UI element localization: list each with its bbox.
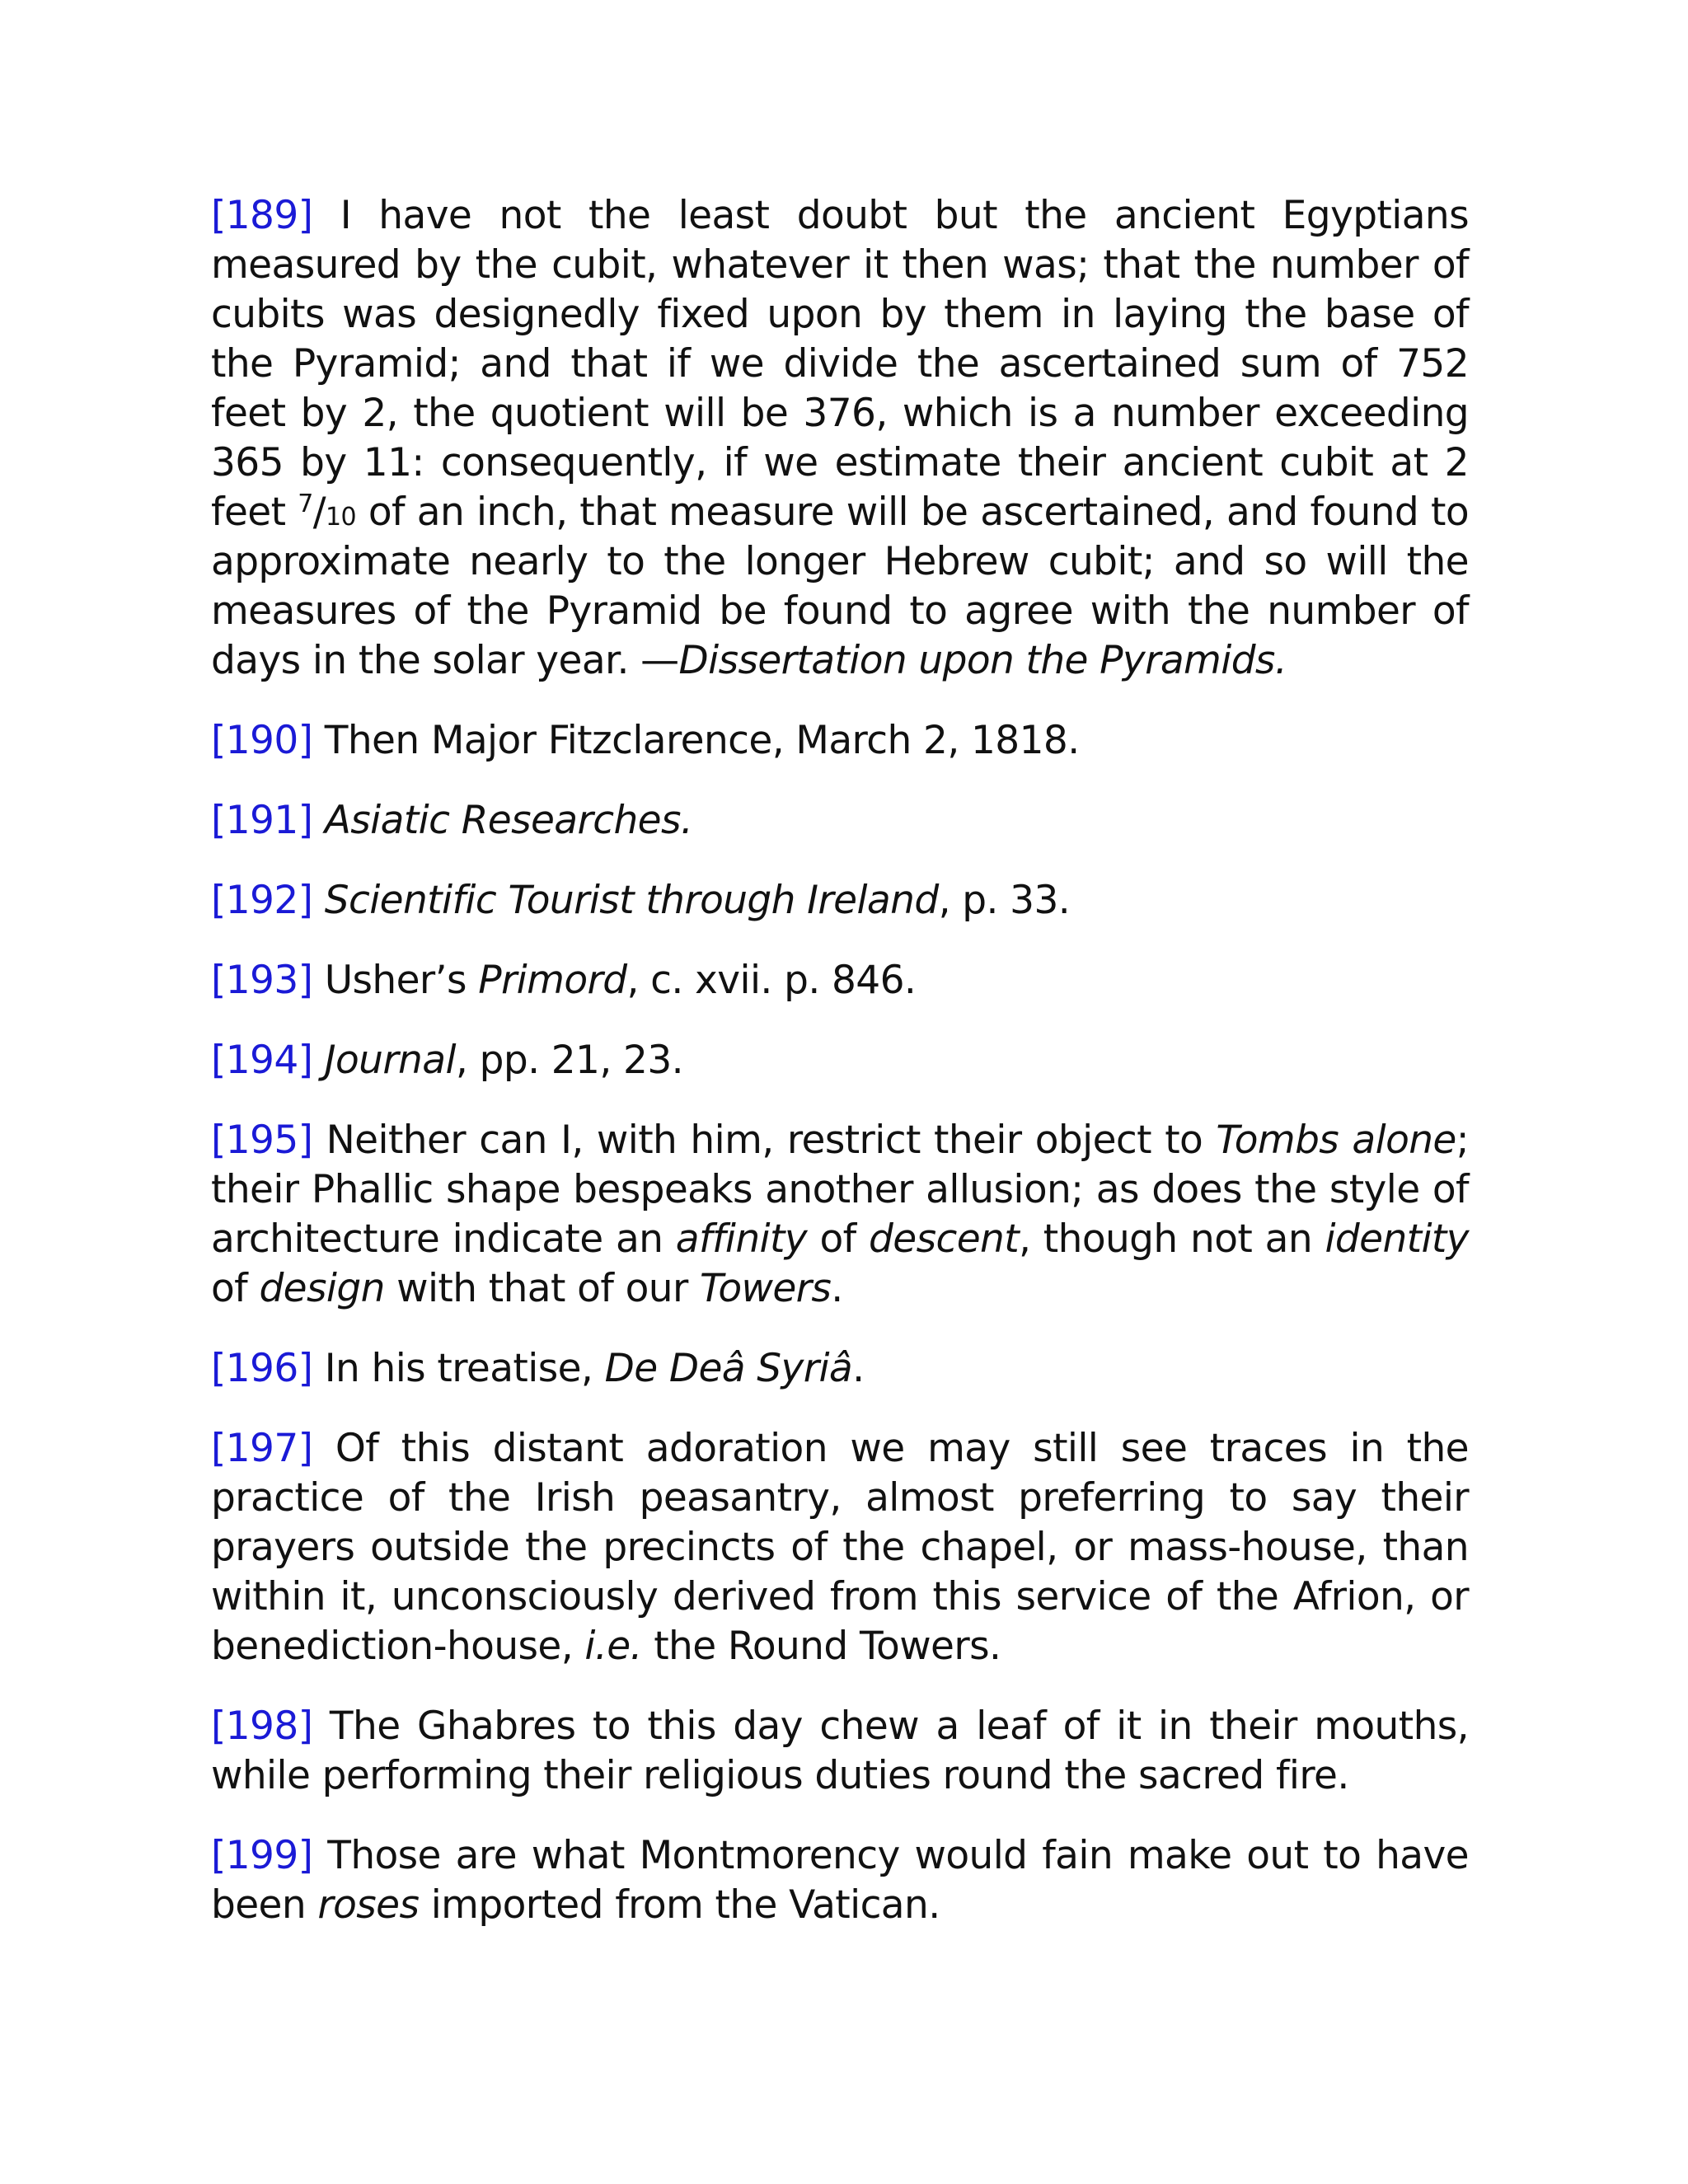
footnote-ref-link[interactable]: [193]: [211, 958, 313, 1003]
source-title: De Deâ Syriâ: [604, 1346, 853, 1391]
emphasis: roses: [317, 1882, 420, 1928]
footnote-text: , though not an: [1019, 1216, 1325, 1262]
footnote-ref-link[interactable]: [199]: [211, 1833, 313, 1878]
footnote-text: The Ghabres to this day chew a leaf of it in their mouths, while performing their religious duties round the sacred fire.: [211, 1704, 1469, 1798]
footnote-ref-link[interactable]: [195]: [211, 1118, 313, 1163]
source-title: Scientific Tourist through Ireland: [324, 878, 939, 923]
source-title: Asiatic Researches.: [324, 798, 693, 843]
footnotes-page: [211, 191, 1469, 1961]
footnote-198: [211, 1702, 1469, 1801]
emphasis: design: [259, 1266, 385, 1311]
fraction-slash: /: [312, 490, 326, 535]
footnote-text: , c. xvii. p. 846.: [626, 958, 917, 1003]
footnote-ref-link[interactable]: [191]: [211, 798, 313, 843]
footnote-196: [211, 1344, 1469, 1394]
footnote-text: with that of our: [384, 1266, 701, 1311]
footnote-text: [312, 1038, 324, 1083]
footnote-192: [211, 876, 1469, 926]
footnote-text: imported from the Vatican.: [419, 1882, 940, 1928]
source-title: Dissertation upon the Pyramids.: [678, 638, 1287, 683]
footnote-ref-link[interactable]: [194]: [211, 1038, 313, 1083]
footnote-text: ; their Phallic shape bespeaks another allusion; as does the style of architecture indicate an: [211, 1118, 1469, 1262]
footnote-text: Neither can I, with him, restrict their object to: [312, 1118, 1217, 1163]
fraction-denominator: 10: [326, 503, 356, 532]
footnote-ref-link[interactable]: [198]: [211, 1704, 313, 1749]
footnote-text: [312, 878, 324, 923]
footnote-text: In his treatise,: [312, 1346, 605, 1391]
source-title: Primord: [478, 958, 627, 1003]
footnote-193: [211, 956, 1469, 1005]
source-title: Journal: [324, 1038, 456, 1083]
footnote-194: [211, 1036, 1469, 1085]
footnote-ref-link[interactable]: [197]: [211, 1426, 313, 1471]
footnote-ref-link[interactable]: [192]: [211, 878, 313, 923]
footnote-197: [211, 1424, 1469, 1671]
footnote-ref-link[interactable]: [190]: [211, 718, 313, 763]
emphasis: descent: [869, 1216, 1020, 1262]
footnote-text: of: [807, 1216, 870, 1262]
footnote-ref-link[interactable]: [196]: [211, 1346, 313, 1391]
footnote-189: [211, 191, 1469, 686]
footnote-text: Then Major Fitzclarence, March 2, 1818.: [312, 718, 1080, 763]
footnote-text: [312, 798, 324, 843]
footnote-191: [211, 796, 1469, 846]
emphasis: Towers: [700, 1266, 832, 1311]
footnote-text: .: [831, 1266, 843, 1311]
emphasis: identity: [1325, 1216, 1469, 1262]
footnote-text: the Round Towers.: [641, 1624, 1001, 1669]
emphasis: affinity: [675, 1216, 808, 1262]
footnote-text: of an inch, that measure will be ascertained, and found to approximate nearly to the longer Hebrew cubit; and so will the measures of the Pyramid be found to agree with the number of days in the solar year. —: [211, 490, 1469, 683]
footnote-text: of: [211, 1266, 260, 1311]
footnote-text: I have not the least doubt but the ancient Egyptians measured by the cubit, whatever it then was; that the number of cubits was designedly fixed upon by them in laying the base of the Pyramid; and that if we divide the ascertained sum of 752 feet by 2, the quotient will be 376, which is a number exceeding 365 by 11: consequently, if we estimate their ancient cubit at 2 feet: [211, 193, 1469, 535]
footnote-text: .: [852, 1346, 865, 1391]
emphasis: i.e.: [584, 1624, 642, 1669]
footnote-199: [211, 1831, 1469, 1930]
fraction-numerator: 7: [298, 490, 313, 518]
footnote-text: Of this distant adoration we may still see traces in the practice of the Irish peasantry, almost preferring to say their prayers outside the precincts of the chapel, or mass-house, than within it, unconsciously derived from this service of the Afrion, or benediction-house,: [211, 1426, 1469, 1669]
footnote-text: Those are what Montmorency would fain make out to have been: [211, 1833, 1469, 1928]
footnote-text: , p. 33.: [938, 878, 1071, 923]
emphasis: Tombs alone: [1216, 1118, 1456, 1163]
footnote-ref-link[interactable]: [189]: [211, 193, 313, 238]
footnote-195: [211, 1116, 1469, 1314]
footnote-text: , pp. 21, 23.: [455, 1038, 683, 1083]
footnote-text: Usher’s: [312, 958, 479, 1003]
footnote-190: [211, 716, 1469, 766]
